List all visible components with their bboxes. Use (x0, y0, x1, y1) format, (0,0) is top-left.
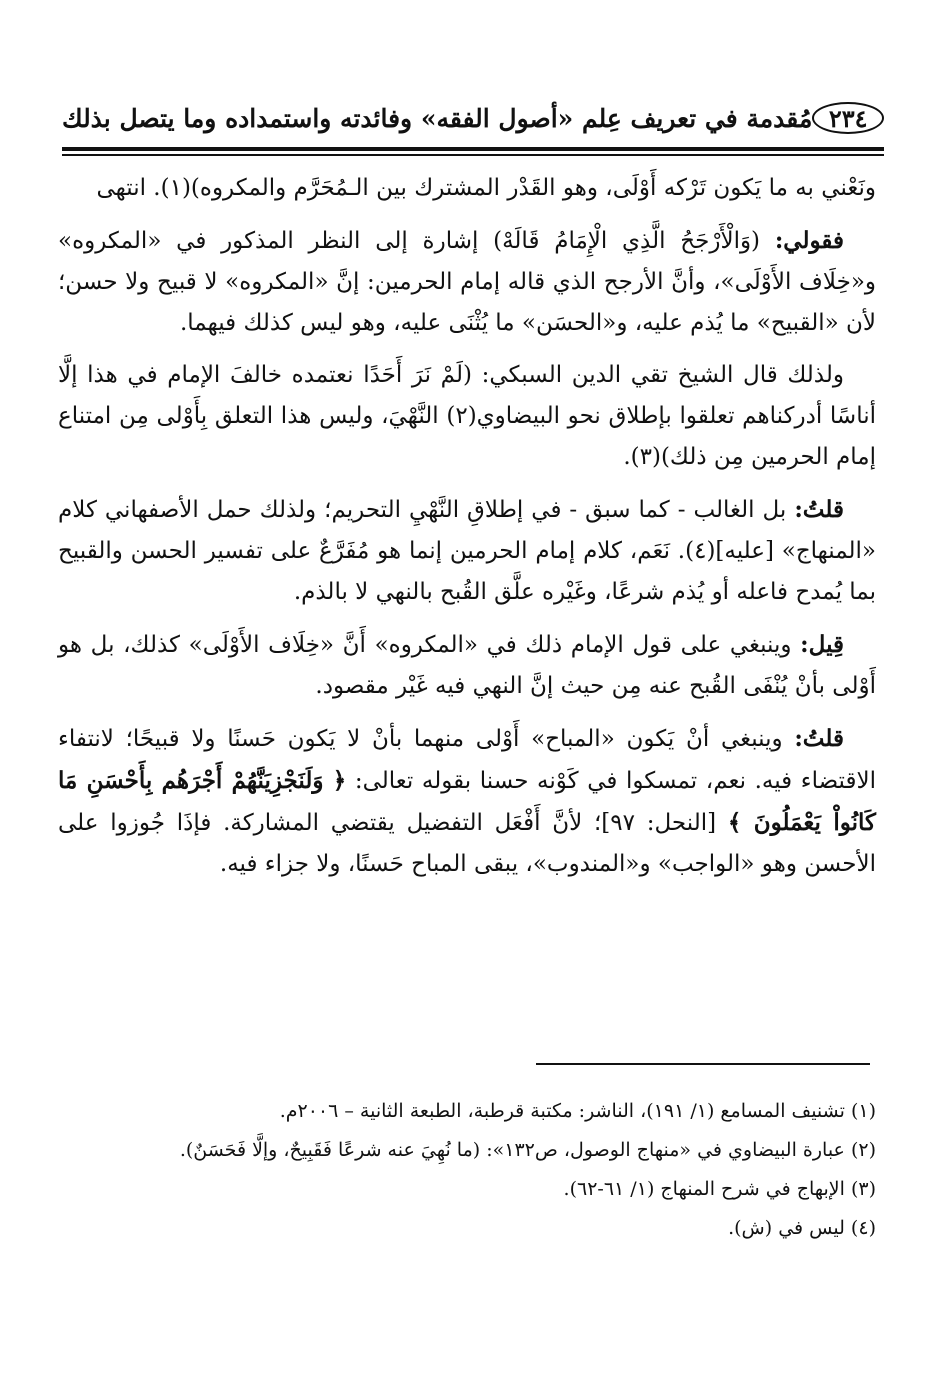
page-number: ٢٣٤ (812, 102, 884, 134)
paragraph (58, 489, 876, 613)
footnote: (٤) ليس في (ش). (728, 1217, 876, 1239)
paragraph (58, 624, 876, 707)
paragraph-lead: قِيل: (800, 631, 844, 658)
header-rule-thick (62, 147, 884, 151)
footnotes (58, 1092, 876, 1248)
footnote: (١) تشنيف المسامع (١/ ١٩١)، الناشر: مكتبة قرطبة، الطبعة الثانية – ٢٠٠٦م. (279, 1100, 876, 1122)
paragraph (58, 355, 876, 478)
paragraph-text: ونَعْني به ما يَكون تَرْكه أَوْلَى، وهو القَدْر المشترك بين الـمُحَرَّم والمكروه)(١). انتهى (96, 175, 876, 201)
footnote-separator (536, 1063, 870, 1065)
paragraph-lead: قلتُ: (794, 496, 844, 523)
paragraph-text: ولذلك قال الشيخ تقي الدين السبكي: (لَمْ نَرَ أَحَدًا نعتمده خالفَ الإمام في هذا إلَّا أناسًا أدركناهم تعلقوا بإطلاق نحو البيضاوي(٢) النَّهْيَ، وليس هذا التعلق بِأَوْلى مِن امتناع إمام الحرمين مِن ذلك)(٣). (58, 362, 876, 470)
quran-verse: ﴿ وَلَنَجْزِيَنَّهُمْ أَجْرَهُم بِأَحْسَنِ مَا كَانُواْ يَعْمَلُونَ ﴾ (58, 767, 876, 836)
paragraph (58, 168, 876, 209)
running-title: مُقدمة في تعريف عِلم «أصول الفقه» وفائدته واستمداده وما يتصل بذلك (62, 103, 813, 133)
paragraph-text: (وَالْأَرْجَحُ الَّذِي الْإِمَامُ قَالَهْ) إشارة إلى النظر المذكور في «المكروه» و«خِلَاف الأَوْلَى»، وأنَّ الأرجح الذي قاله إمام الحرمين: إنَّ «المكروه» لا قبيح ولا حسن؛ لأن «القبيح» ما يُذم عليه، و«الحسَن» ما يُثْنَى عليه، وهو ليس كذلك فيهما. (58, 228, 876, 336)
paragraph (58, 718, 876, 885)
main-text (58, 168, 876, 896)
footnote: (٢) عبارة البيضاوي في «منهاج الوصول، ص١٣٢»: (ما نُهِيَ عنه شرعًا فَقَبِيحٌ، وإلَّا فَحَسَنٌ). (179, 1139, 876, 1161)
paragraph-text: وينبغي أنْ يَكون «المباح» أَوْلى منهما بأنْ لا يَكون حَسنًا ولا قبيحًا؛ لانتفاء الاقتضاء فيه. نعم، تمسكوا في كَوْنه حسنا بقوله تعالى: (58, 726, 876, 794)
paragraph (58, 220, 876, 344)
header-rule-thin (62, 154, 884, 156)
paragraph-lead: فقولي: (774, 227, 844, 254)
paragraph-text: بل الغالب - كما سبق - في إطلاقِ النَّهْيِ التحريم؛ ولذلك حمل الأصفهاني كلام «المنهاج» [عليه](٤). نَعَم، كلام إمام الحرمين إنما هو مُفَرَّعٌ على تفسير الحسن والقبيح بما يُمدح فاعله أو يُذم شرعًا، وغَيْره علَّق القُبح بالنهي لا بالذم. (58, 497, 876, 605)
paragraph-lead: قلتُ: (794, 725, 844, 752)
paragraph-text-tail: [النحل: ٩٧]؛ لأنَّ أَفْعَل التفضيل يقتضي المشاركة. فإذَا جُوزوا على الأحسن وهو «الواجب» و«المندوب»، يبقى المباح حَسنًا، ولا جزاء فيه. (58, 810, 876, 877)
footnote: (٣) الإبهاج في شرح المنهاج (١/ ٦١-٦٢). (563, 1178, 876, 1200)
paragraph-text: وينبغي على قول الإمام ذلك في «المكروه» أَنَّ «خِلَاف الأَوْلَى» كذلك، بل هو أَوْلى بأنْ يُنْفَى القُبح عنه مِن حيث إنَّ النهي فيه غَيْر مقصود. (58, 632, 876, 699)
page-header (62, 96, 884, 140)
